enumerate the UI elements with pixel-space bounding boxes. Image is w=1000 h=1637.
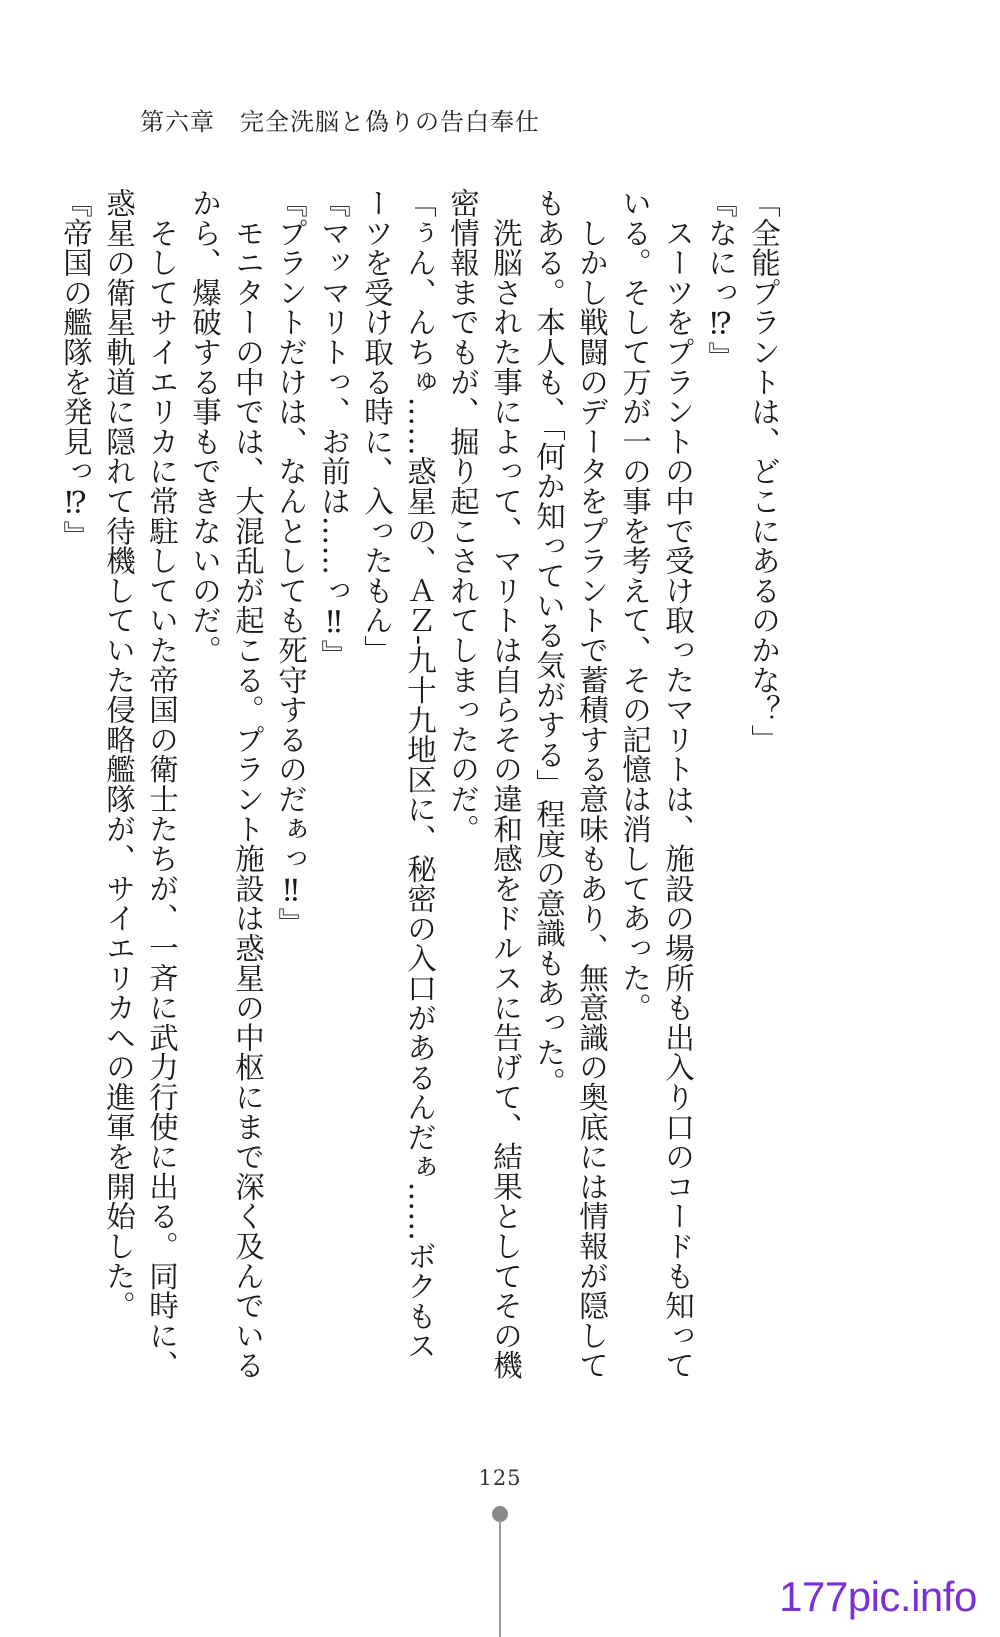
marker-line — [499, 1520, 501, 1637]
text-line: 『マッマリトっ、お前は……っ‼』 — [317, 188, 351, 670]
text-line: そしてサイエリカに常駐していた帝国の衛士たちが、一斉に武力行使に出る。同時に、 — [145, 188, 179, 1380]
text-line: 「全能プラントは、どこにあるのかな？」 — [747, 188, 781, 755]
text-line: スーツをプラントの中で受け取ったマリトは、施設の場所も出入り口のコードも知って — [661, 188, 695, 1380]
body-text — [54, 188, 785, 1380]
text-line: 密情報までもが、掘り起こされてしまったのだ。 — [446, 188, 480, 844]
text-line: しかし戦闘のデータをプラントで蓄積する意味もあり、無意識の奥底には情報が隠して — [575, 188, 609, 1380]
text-line: 惑星の衛星軌道に隠れて待機していた侵略艦隊が、サイエリカへの進軍を開始した。 — [102, 188, 136, 1321]
text-line: から、爆破する事もできないのだ。 — [188, 188, 222, 665]
text-line: 『プラントだけは、なんとしても死守するのだぁっ‼』 — [274, 188, 308, 938]
text-line: 洗脳された事によって、マリトは自らその違和感をドルスに告げて、結果としてその機 — [489, 188, 523, 1380]
text-line: もある。本人も、「何か知っている気がする」程度の意識もあった。 — [532, 188, 566, 1098]
text-line: いる。そして万が一の事を考えて、その記憶は消してあった。 — [618, 188, 652, 1023]
text-line: 「ぅん、んちゅ……惑星の、ＡＺ‐九十九地区に、秘密の入口があるんだぁ……ボクもス — [403, 188, 437, 1361]
text-line: ーツを受け取る時に、入ったもん」 — [360, 188, 394, 665]
watermark: 177pic.info — [768, 1567, 988, 1627]
text-line: 『帝国の艦隊を発見っ⁉』 — [59, 188, 93, 551]
page-number: 125 — [478, 1466, 522, 1490]
text-line: 『なにっ⁉』 — [704, 188, 738, 372]
text-line: モニターの中では、大混乱が起こる。プラント施設は惑星の中枢にまで深く及んでいる — [231, 188, 265, 1380]
page-marker — [492, 1506, 508, 1637]
running-head: 第六章 完全洗脳と偽りの告白奉仕 — [140, 108, 540, 136]
